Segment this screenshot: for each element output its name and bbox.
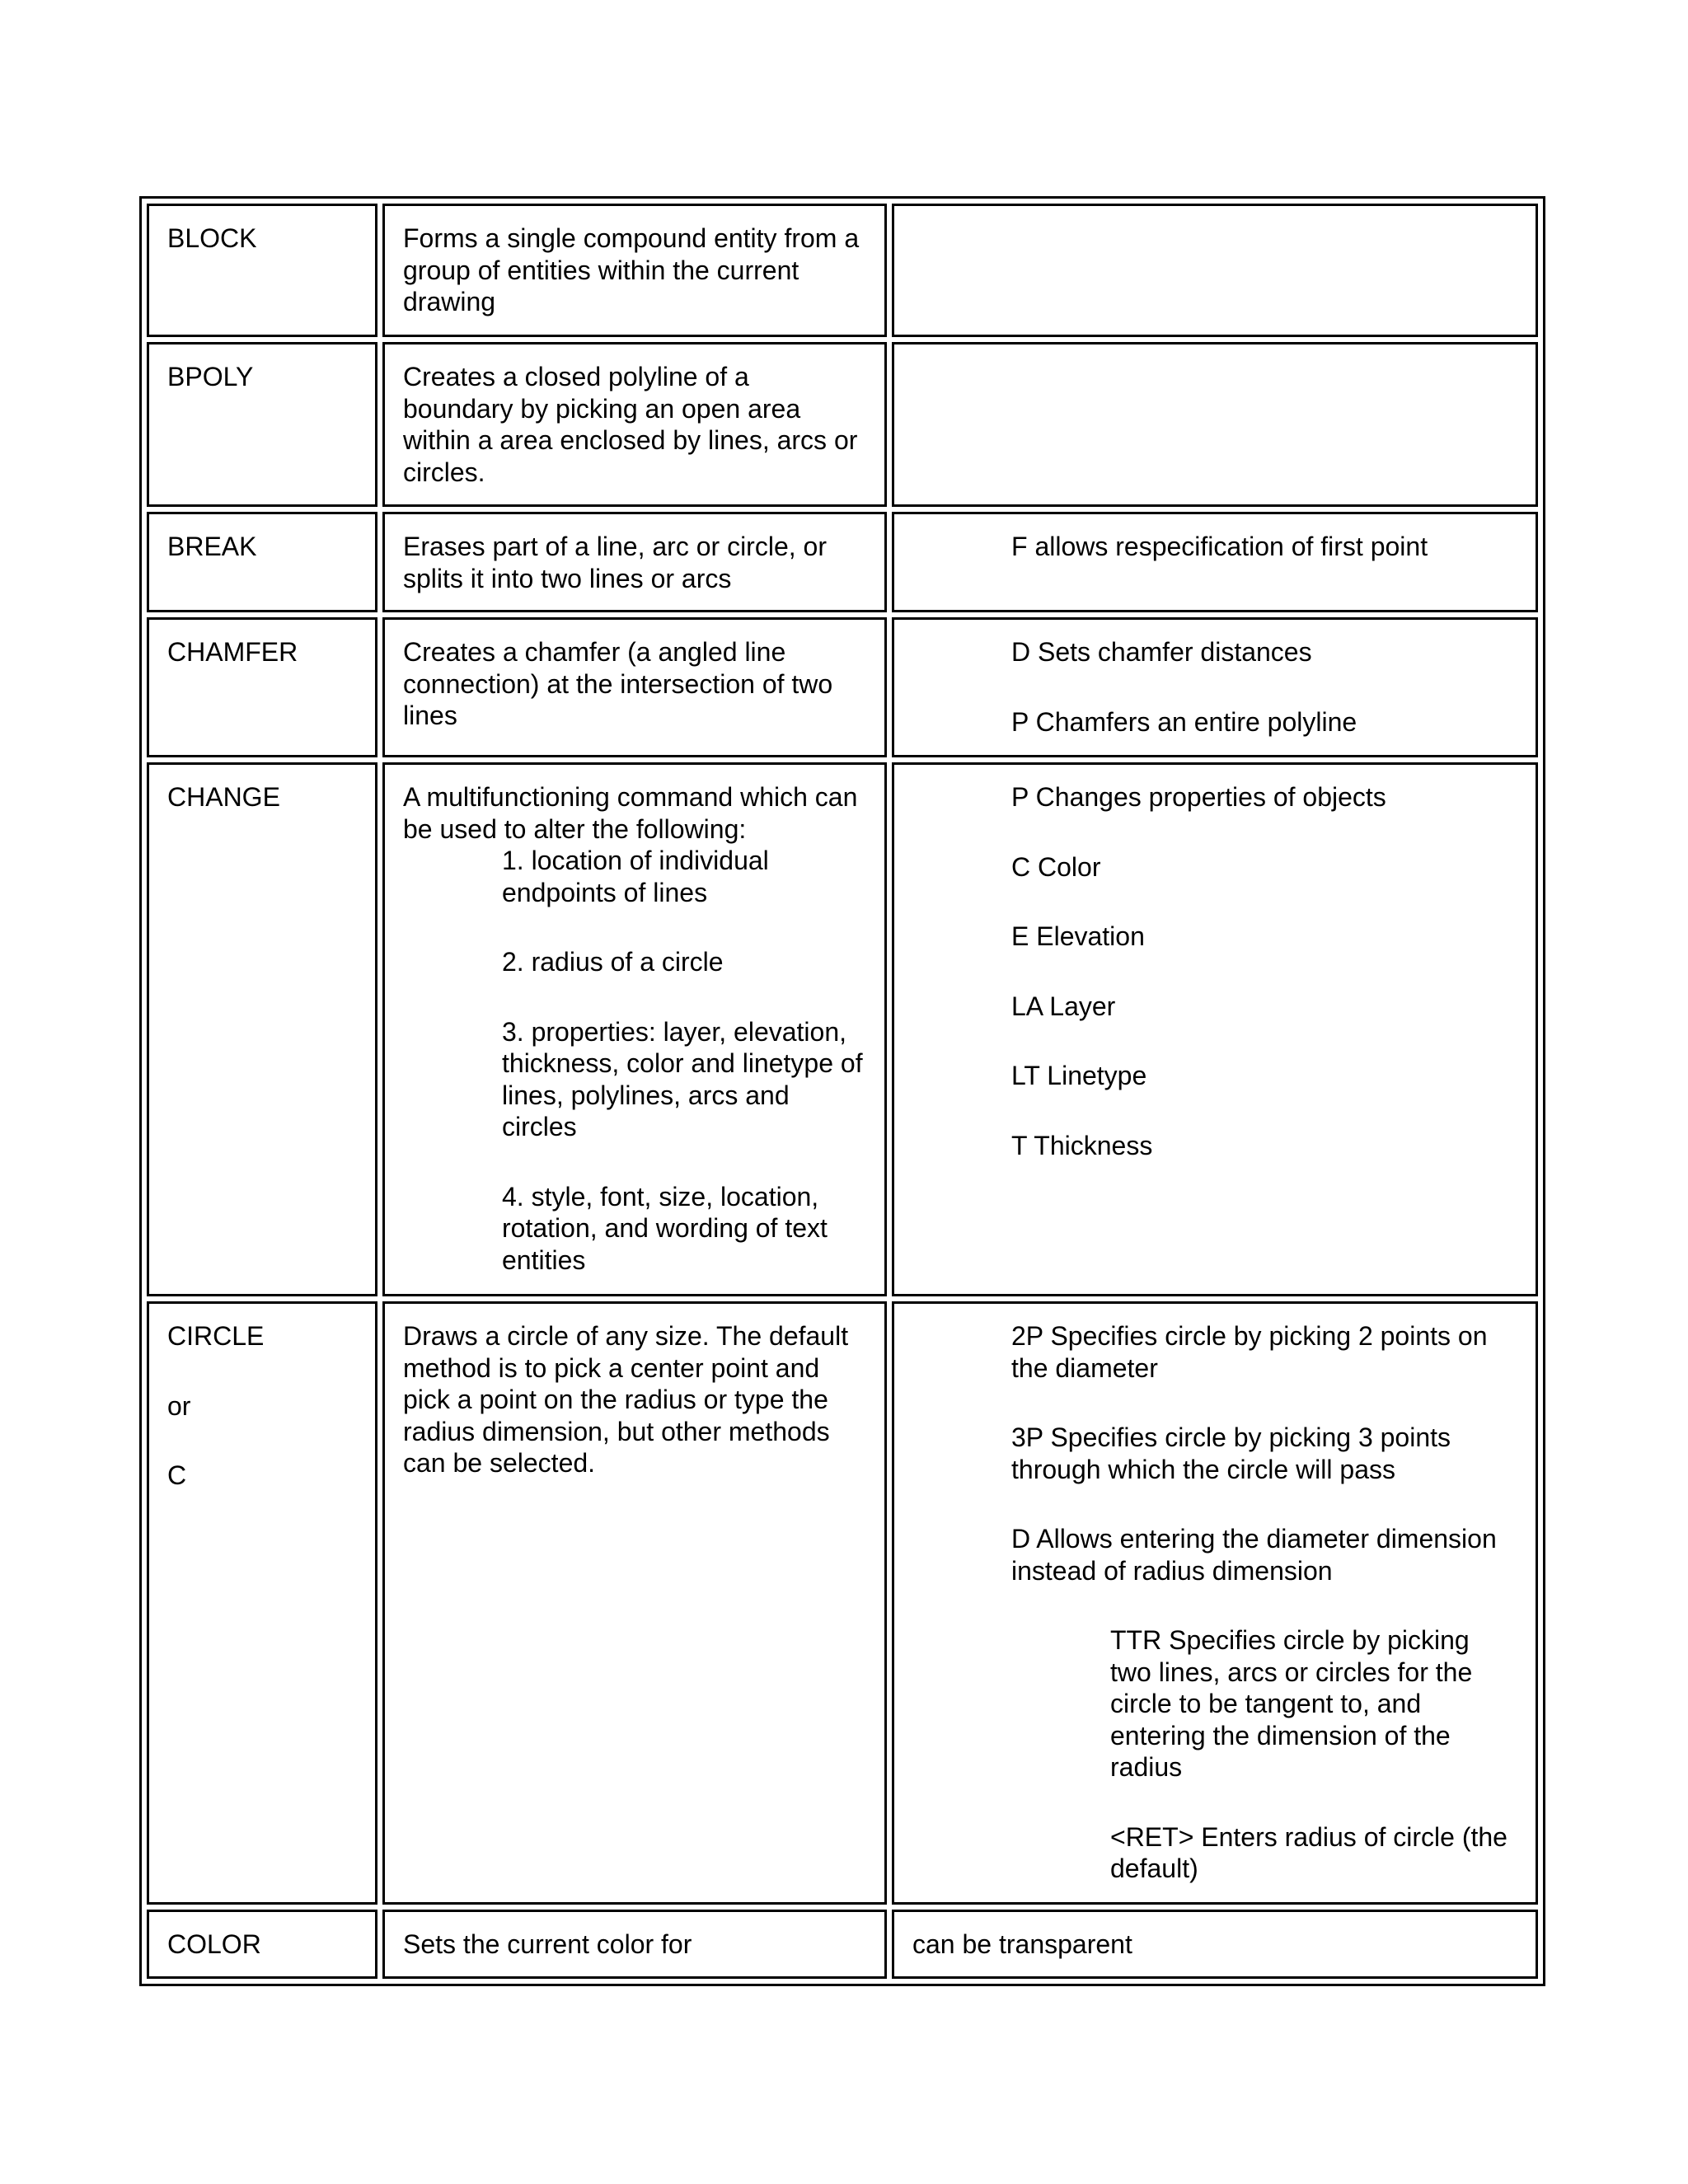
command-cell xyxy=(147,512,377,612)
options-cell xyxy=(892,342,1538,507)
options-cell xyxy=(892,512,1538,612)
command-alias-connector: or xyxy=(167,1390,191,1421)
option-item: LT Linetype xyxy=(1011,1061,1147,1090)
table-row xyxy=(147,1301,1538,1905)
option-item: F allows respecification of first point xyxy=(1011,532,1428,561)
options-cell xyxy=(892,1301,1538,1905)
description-cell xyxy=(382,342,887,507)
command-description: Erases part of a line, arc or circle, or splits it into two lines or arcs xyxy=(403,532,827,593)
sub-item: 3. properties: layer, elevation, thickness, color and linetype of lines, polylines, arcs and circles xyxy=(502,1016,863,1141)
command-description: Draws a circle of any size. The default method is to pick a center point and pick a point on the radius or type the radius dimension, but other methods can be selected. xyxy=(403,1321,849,1478)
command-name: BREAK xyxy=(167,532,257,561)
description-cell xyxy=(382,512,887,612)
option-sub-item: TTR Specifies circle by picking two lines, arcs or circles for the circle to be tangent to, and entering the dimension of the radius xyxy=(1110,1625,1473,1782)
description-cell xyxy=(382,762,887,1296)
description-cell xyxy=(382,1301,887,1905)
option-item: D Sets chamfer distances xyxy=(1011,637,1312,667)
command-cell xyxy=(147,617,377,757)
command-description: Creates a closed polyline of a boundary by picking an open area within a area enclosed by lines, arcs or circles. xyxy=(403,362,858,487)
command-description: Sets the current color for xyxy=(403,1929,692,1959)
option-item: T Thickness xyxy=(1011,1130,1153,1160)
option-item: D Allows entering the diameter dimension instead of radius dimension xyxy=(1011,1524,1497,1586)
option-item: LA Layer xyxy=(1011,991,1116,1021)
table-row xyxy=(147,512,1538,612)
options-cell xyxy=(892,762,1538,1296)
command-cell xyxy=(147,1301,377,1905)
command-name: CHANGE xyxy=(167,782,280,812)
command-description: Forms a single compound entity from a group of entities within the current drawing xyxy=(403,223,860,316)
command-name: BLOCK xyxy=(167,223,257,253)
option-item: 2P Specifies circle by picking 2 points on the diameter xyxy=(1011,1321,1488,1383)
option-item: P Chamfers an entire polyline xyxy=(1011,706,1357,737)
options-cell xyxy=(892,204,1538,337)
command-name: COLOR xyxy=(167,1929,261,1959)
command-name: BPOLY xyxy=(167,362,254,391)
description-cell xyxy=(382,204,887,337)
table-row xyxy=(147,617,1538,757)
command-name: CIRCLE xyxy=(167,1321,265,1351)
command-reference-table xyxy=(139,196,1545,1986)
sub-item: 4. style, font, size, location, rotation, and wording of text entities xyxy=(502,1181,828,1275)
sub-item: 2. radius of a circle xyxy=(502,947,724,977)
description-cell xyxy=(382,617,887,757)
option-note: can be transparent xyxy=(912,1929,1132,1959)
options-cell xyxy=(892,1910,1538,1979)
table-row xyxy=(147,342,1538,507)
sub-item: 1. location of individual endpoints of lines xyxy=(502,846,769,907)
option-item: P Changes properties of objects xyxy=(1011,782,1386,812)
table-row xyxy=(147,762,1538,1296)
option-item: C Color xyxy=(1011,851,1101,882)
command-name: CHAMFER xyxy=(167,637,298,667)
command-cell xyxy=(147,1910,377,1979)
table-row xyxy=(147,1910,1538,1979)
option-item: E Elevation xyxy=(1011,921,1145,951)
command-description: A multifunctioning command which can be used to alter the following: xyxy=(403,782,858,844)
table-row xyxy=(147,204,1538,337)
command-cell xyxy=(147,342,377,507)
option-item: 3P Specifies circle by picking 3 points through which the circle will pass xyxy=(1011,1422,1451,1484)
description-cell xyxy=(382,1910,887,1979)
command-cell xyxy=(147,762,377,1296)
option-sub-item: <RET> Enters radius of circle (the default) xyxy=(1110,1821,1507,1883)
command-description: Creates a chamfer (a angled line connection) at the intersection of two lines xyxy=(403,637,833,730)
command-alias: C xyxy=(167,1460,187,1490)
options-cell xyxy=(892,617,1538,757)
command-cell xyxy=(147,204,377,337)
